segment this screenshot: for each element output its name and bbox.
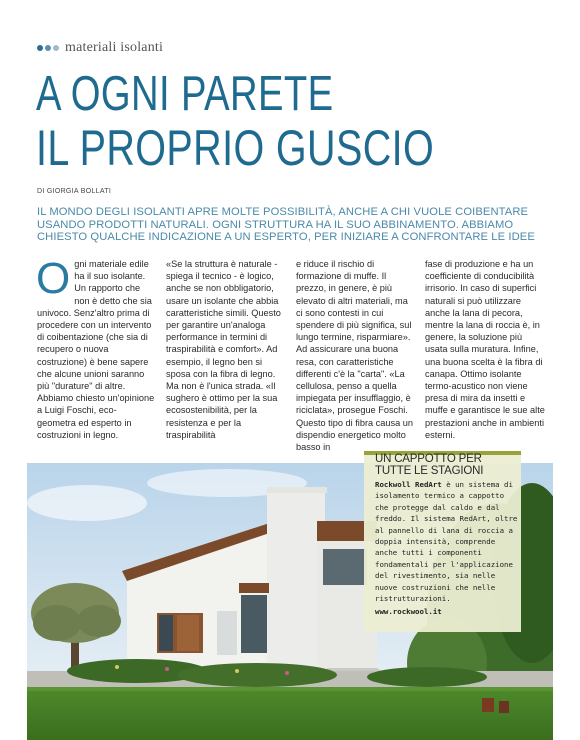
sidebar-brand: Rockwoll RedArt [375,480,442,489]
headline-line-1: A OGNI PARETE [36,67,334,121]
section-dot [37,45,43,51]
body-text: gni materiale edile ha il suo isolante. Un rapporto che non è detto che sia univoco. Senz'altro prima di procedere con un intervento di coibentazione (che sia di recupero o nuova costruzione) è bene sapere che alcune unioni saranno più "durature" di altre. Abbiamo chiesto un'opinione a Luigi Foschi, eco-geometra ed esperto in costruzioni in legno. [37,259,155,440]
sidebar-body [375,479,519,618]
sidebar-title: UN CAPPOTTO PER TUTTE LE STAGIONI [375,453,484,477]
body-column-1 [36,254,155,441]
dropcap: O [36,254,71,303]
section-dot [45,45,51,51]
body-text: e riduce il rischio di formazione di muffe. Il prezzo, in genere, è più elevato di altri materiali, ma ci sono contesti in cui spendere di più significa, sul lungo termine, risparmiare». Ad assicurare una buona resa, con caratteristiche differenti c'è la "carta". «La cellulosa, penso a quella impiegata per insufflaggio, è riciclata», prosegue Foschi. Questo tipo di fibra causa un dispendio energetico molto basso in [296,259,413,453]
sidebar-box [364,451,521,632]
section-dot [53,45,59,51]
section-title: materiali isolanti [65,40,164,55]
intro-paragraph: IL MONDO DEGLI ISOLANTI APRE MOLTE POSSIBILITÀ, ANCHE A CHI VUOLE COIBENTARE USANDO PRODOTTI NATURALI. OGNI STRUTTURA HA IL SUO ABBINAMENTO. ABBIAMO CHIESTO QUALCHE INDICAZIONE A UN ESPERTO, PER INIZIARE A CONFRONTARE LE IDEE [37,206,535,244]
body-text: «Se la struttura è naturale - spiega il tecnico - è logico, anche se non obbligatorio, usare un isolante che abbia caratteristiche simili. Questo per garantire un'analoga performance in termini di traspirabilità e comfort». Ad esempio, il legno ben si sposa con la fibra di legno. Ma non è l'unica strada. «Il sughero è ottimo per la sua ecosostenibilità, per la resistenza e per la traspirabilità [166,259,281,440]
section-label [37,40,163,56]
byline: DI GIORGIA BOLLATI [37,188,112,195]
body-column-2 [166,258,284,441]
sidebar-url[interactable]: www.rockwool.it [375,607,442,617]
body-column-3 [296,258,414,453]
headline-line-2: IL PROPRIO GUSCIO [36,120,435,176]
body-column-4 [425,258,545,441]
sidebar-text: è un sistema di isolamento termico a cappotto che protegge dal caldo e dal freddo. Il sistema RedArt, oltre al pannello di lana di roccia a doppia intensità, comprende anche tutti i componenti fondamentali per l'applicazione del rivestimento, sia nelle nuove costruzioni che nelle ristrutturazioni. [375,480,518,604]
body-text: fase di produzione e ha un coefficiente di conducibilità irrisorio. In caso di superfici naturali si può utilizzare anche la lana di pecora, mentre la lana di roccia è, in genere, la soluzione più usata sulla muratura. Infine, una buona scelta è la fibra di canapa. Ottimo isolante termo-acustico non viene presa di mira da insetti e muffe e garantisce le sue alte prestazioni anche in ambienti esterni. [425,259,545,440]
